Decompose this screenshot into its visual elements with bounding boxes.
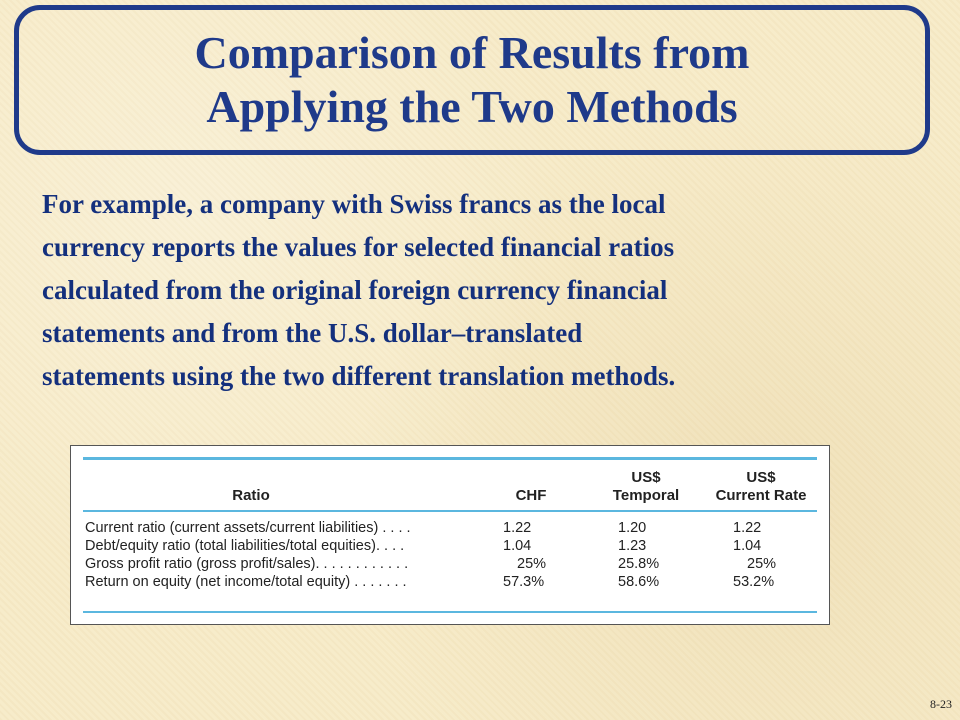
- header-current-rate-line-2: Current Rate: [715, 487, 807, 504]
- header-temporal-line-2: Temporal: [612, 487, 680, 504]
- table-cell-current-rate: 1.22: [733, 520, 762, 536]
- table-bottom-rule: [83, 611, 817, 613]
- header-temporal-line-1: US$: [631, 469, 661, 486]
- body-line: statements using the two different translation methods.: [42, 361, 676, 391]
- table-cell-current-rate: 53.2%: [733, 574, 775, 590]
- table-cell-temporal: 1.23: [618, 538, 647, 554]
- table-cell-temporal: 58.6%: [618, 574, 660, 590]
- table-cell-chf: 57.3%: [503, 574, 545, 590]
- table-row-label: Debt/equity ratio (total liabilities/total equities). . . .: [85, 538, 405, 554]
- table-top-rule: [83, 457, 817, 460]
- table-cell-temporal: 25.8%: [618, 556, 660, 572]
- header-chf: CHF: [515, 487, 547, 504]
- table-cell-current-rate: 1.04: [733, 538, 762, 554]
- body-line: calculated from the original foreign currency financial: [42, 275, 668, 305]
- body-line: For example, a company with Swiss francs as the local: [42, 189, 666, 219]
- header-ratio: Ratio: [232, 487, 270, 504]
- header-current-rate-line-1: US$: [746, 469, 776, 486]
- body-line: statements and from the U.S. dollar–translated: [42, 318, 583, 348]
- table-cell-current-rate: 25%: [747, 556, 777, 572]
- table-row-label: Return on equity (net income/total equity) . . . . . . .: [85, 574, 407, 590]
- table-row-label: Current ratio (current assets/current liabilities) . . . .: [85, 520, 411, 536]
- slide-title-line-2: Applying the Two Methods: [206, 81, 738, 132]
- table-cell-chf: 1.22: [503, 520, 532, 536]
- ratio-table: [70, 445, 830, 625]
- slide-number: 8-23: [930, 697, 952, 711]
- table-header-rule: [83, 510, 817, 512]
- table-cell-chf: 25%: [517, 556, 547, 572]
- title-box: [14, 5, 930, 155]
- table-cell-temporal: 1.20: [618, 520, 647, 536]
- table-cell-chf: 1.04: [503, 538, 532, 554]
- table-row-label: Gross profit ratio (gross profit/sales). . . . . . . . . . . .: [85, 556, 409, 572]
- body-paragraph: [42, 183, 932, 398]
- slide-title-line-1: Comparison of Results from: [194, 27, 750, 78]
- body-line: currency reports the values for selected financial ratios: [42, 232, 675, 262]
